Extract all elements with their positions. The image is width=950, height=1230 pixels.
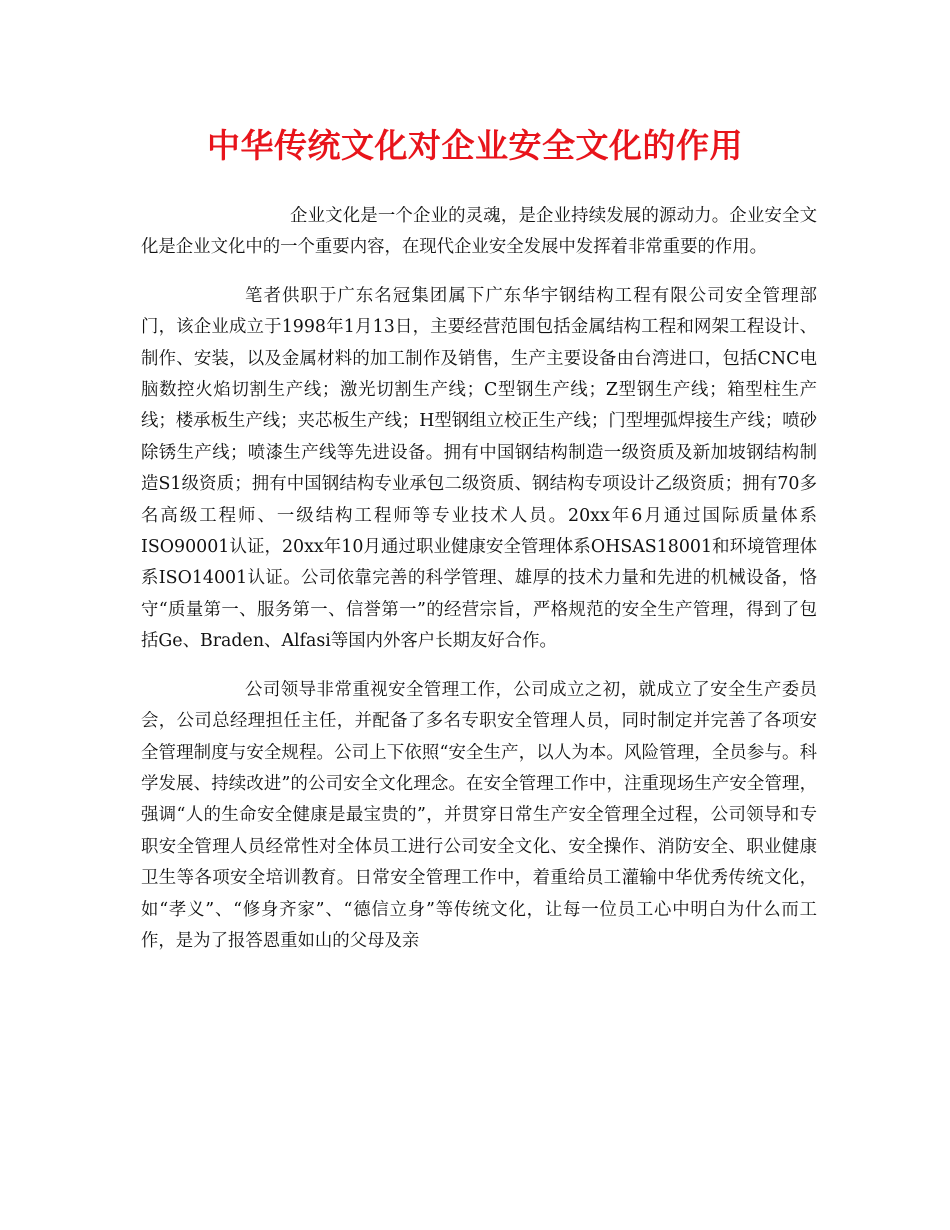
paragraph-safety-management: 公司领导非常重视安全管理工作，公司成立之初，就成立了安全生产委员会，公司总经理担任主任，并配备了多名专职安全管理人员，同时制定并完善了各项安全管理制度与安全规程。公司上下依照“安全生产，以人为本。风险管理，全员参与。科学发展、持续改进”的公司安全文化理念。在安全管理工作中，注重现场生产安全管理，强调“人的生命安全健康是最宝贵的”，并贯穿日常生产安全管理全过程，公司领导和专职安全管理人员经常性对全体员工进行公司安全文化、安全操作、消防安全、职业健康卫生等各项安全培训教育。日常安全管理工作中，着重给员工灌输中华优秀传统文化，如“孝义”、“修身齐家”、“德信立身”等传统文化，让每一位员工心中明白为什么而工作，是为了报答恩重如山的父母及亲: [141, 679, 817, 951]
document-title: 中华传统文化对企业安全文化的作用: [207, 126, 743, 165]
paragraph-company-profile: 笔者供职于广东名冠集团属下广东华宇钢结构工程有限公司安全管理部门，该企业成立于1998年1月13日，主要经营范围包括金属结构工程和网架工程设计、制作、安装，以及金属材料的加工制作及销售，生产主要设备由台湾进口，包括CNC电脑数控火焰切割生产线；激光切割生产线；C型钢生产线；Z型钢生产线；箱型柱生产线；楼承板生产线；夹芯板生产线；H型钢组立校正生产线；门型埋弧焊接生产线；喷砂除锈生产线；喷漆生产线等先进设备。拥有中国钢结构制造一级资质及新加坡钢结构制造S1级资质；拥有中国钢结构专业承包二级资质、钢结构专项设计乙级资质；拥有70多名高级工程师、一级结构工程师等专业技术人员。20xx年6月通过国际质量体系ISO90001认证，20xx年10月通过职业健康安全管理体系OHSAS18001和环境管理体系ISO14001认证。公司依靠完善的科学管理、雄厚的技术力量和先进的机械设备，恪守“质量第一、服务第一、信誉第一”的经营宗旨，严格规范的安全生产管理，得到了包括Ge、Braden、Alfasi等国内外客户长期友好合作。: [141, 285, 818, 652]
document-body: [141, 201, 817, 974]
paragraph-intro: 企业文化是一个企业的灵魂，是企业持续发展的源动力。企业安全文化是企业文化中的一个重要内容，在现代企业安全发展中发挥着非常重要的作用。: [141, 206, 817, 258]
